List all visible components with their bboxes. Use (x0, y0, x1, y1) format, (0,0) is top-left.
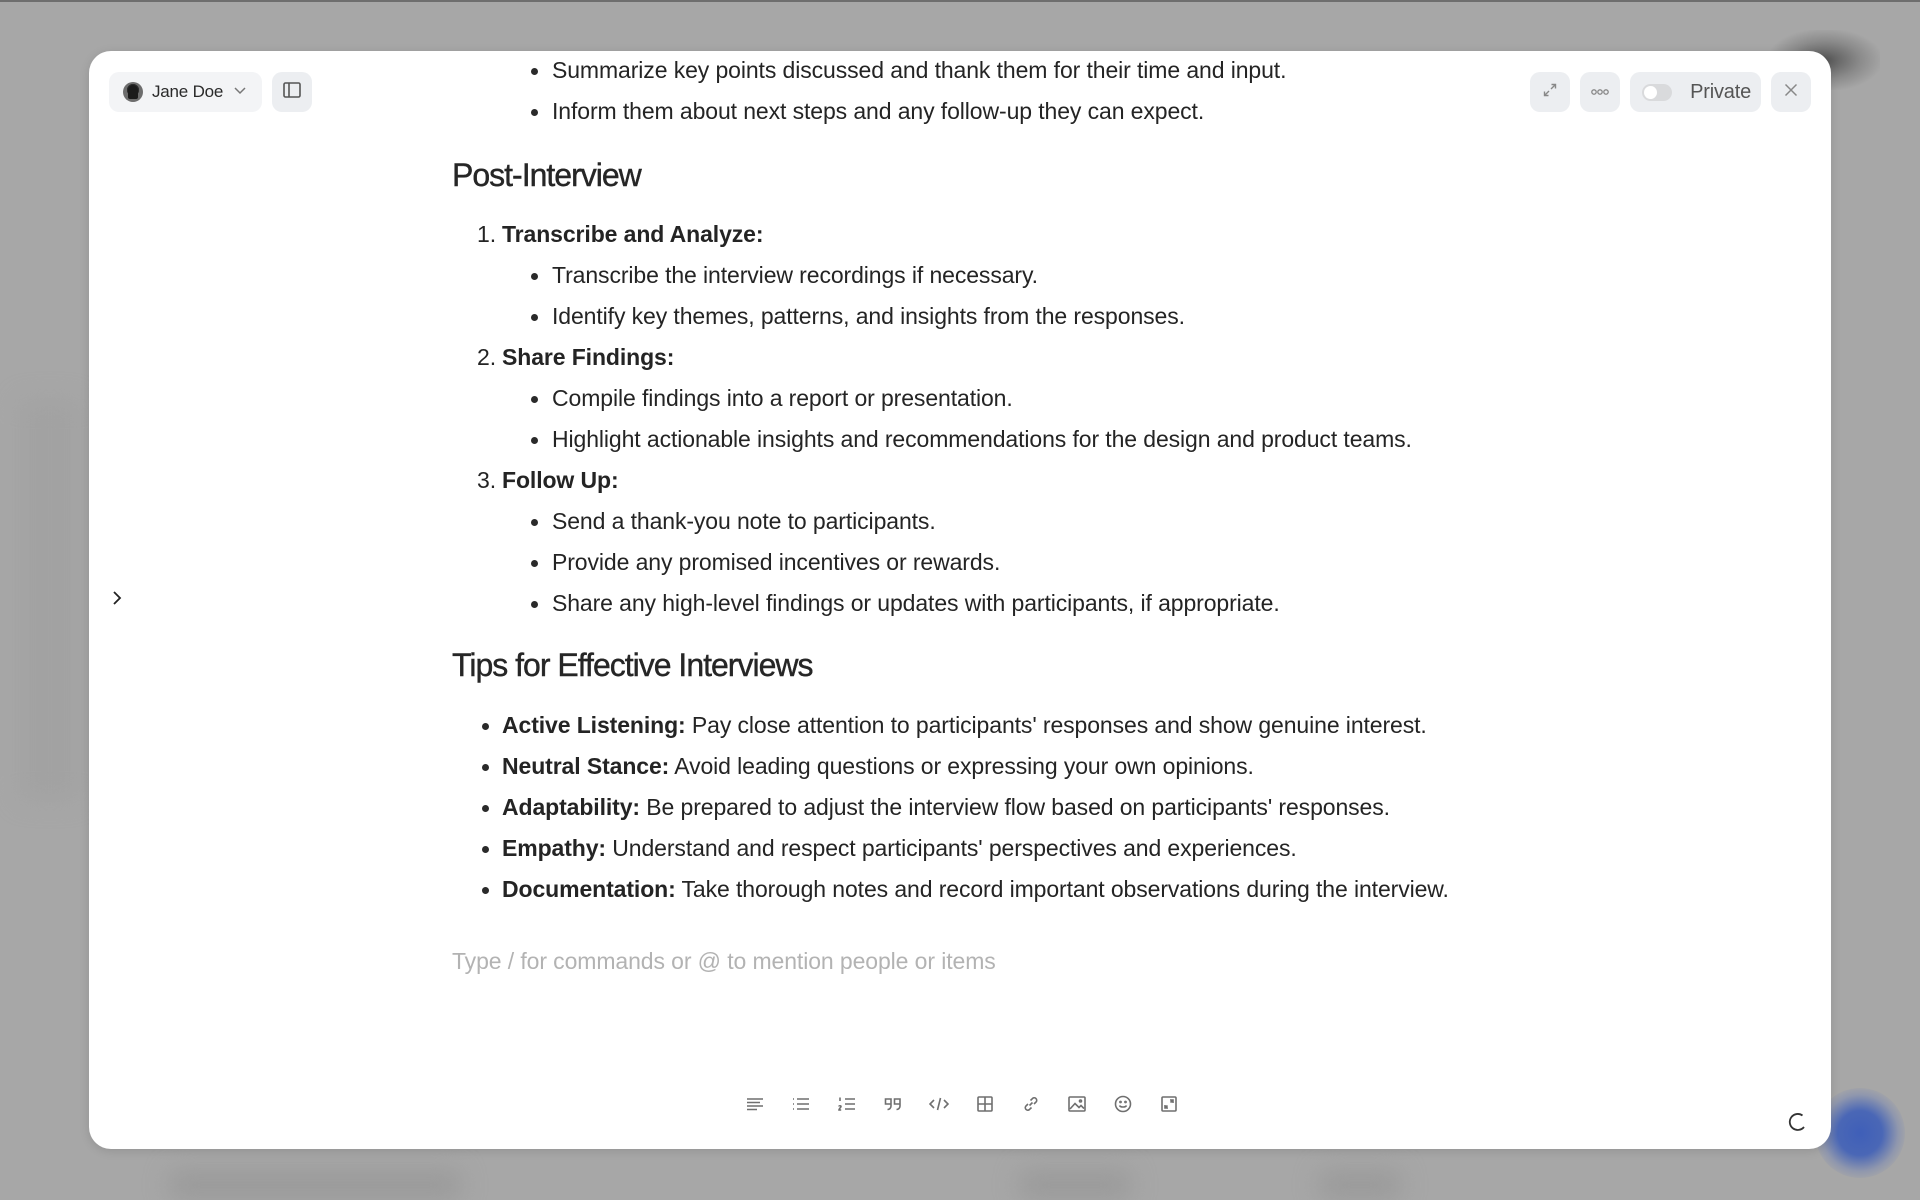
numbered-item (477, 214, 1492, 255)
list-item: Summarize key points discussed and thank them for their time and input. (552, 51, 1492, 91)
tip-text: Pay close attention to participants' responses and show genuine interest. (685, 712, 1427, 738)
numbered-item (477, 460, 1492, 501)
chevron-down-icon (232, 82, 248, 103)
link-button[interactable] (1018, 1094, 1043, 1119)
header-right (1530, 72, 1811, 112)
item-title: Transcribe and Analyze: (502, 221, 764, 247)
user-name: Jane Doe (152, 82, 224, 101)
tip-text: Be prepared to adjust the interview flow based on participants' responses. (639, 794, 1390, 820)
header-left (109, 72, 312, 112)
list-item: Send a thank-you note to participants. (552, 501, 1492, 542)
blurred-item (1320, 1170, 1400, 1200)
list-item (502, 828, 1492, 869)
close-button[interactable] (1771, 72, 1811, 112)
tip-label: Active Listening: (502, 712, 686, 738)
emoji-icon (1114, 1095, 1132, 1118)
tip-text: Avoid leading questions or expressing your own opinions. (669, 753, 1254, 779)
list-item: Provide any promised incentives or rewards. (552, 542, 1492, 583)
list-item (502, 705, 1492, 746)
expand-side-panel-button[interactable] (105, 588, 129, 612)
item-number: 1. (477, 221, 496, 247)
avatar (123, 82, 143, 102)
window-top-edge (0, 0, 1920, 2)
loading-spinner-icon (1787, 1111, 1809, 1133)
quote-icon (884, 1097, 902, 1116)
text-align-left-icon (746, 1097, 764, 1116)
private-toggle-button[interactable] (1630, 72, 1761, 112)
bullet-list-icon (792, 1097, 810, 1116)
table-button[interactable] (972, 1094, 997, 1119)
sidebar-panel-icon (283, 82, 301, 103)
tips-list (452, 705, 1492, 910)
blurred-item (1020, 1170, 1130, 1200)
list-item (502, 746, 1492, 787)
embed-icon (1161, 1096, 1177, 1117)
list-item: Share any high-level findings or updates with participants, if appropriate. (552, 583, 1492, 624)
private-label: Private (1690, 80, 1751, 103)
item-title: Share Findings: (502, 344, 675, 370)
heading-tips: Tips for Effective Interviews (452, 647, 813, 683)
code-icon (929, 1097, 949, 1116)
chevron-right-icon (111, 590, 123, 611)
document-modal (89, 51, 1831, 1149)
close-icon (1783, 82, 1799, 103)
list-item: Transcribe the interview recordings if necessary. (552, 255, 1492, 296)
expand-arrows-icon (1542, 82, 1558, 103)
list-item: Compile findings into a report or presentation. (552, 378, 1492, 419)
table-icon (977, 1096, 993, 1117)
list-item: Highlight actionable insights and recommendations for the design and product teams. (552, 419, 1492, 460)
item-number: 3. (477, 467, 496, 493)
item-title: Follow Up: (502, 467, 619, 493)
bulleted-list-button[interactable] (788, 1094, 813, 1119)
blurred-sidebar (20, 400, 80, 800)
quote-button[interactable] (880, 1094, 905, 1119)
expand-button[interactable] (1530, 72, 1570, 112)
more-horizontal-icon (1590, 83, 1610, 101)
list-item: Inform them about next steps and any follow-up they can expect. (552, 91, 1492, 132)
user-switcher-button[interactable] (109, 72, 262, 112)
tip-label: Adaptability: (502, 794, 640, 820)
editor-input-placeholder[interactable]: Type / for commands or @ to mention people or items (452, 948, 996, 974)
list-item (502, 869, 1492, 910)
top-bullet-list (452, 51, 1492, 132)
more-options-button[interactable] (1580, 72, 1620, 112)
image-button[interactable] (1064, 1094, 1089, 1119)
post-interview-list (452, 214, 1492, 624)
numbered-list-button[interactable] (834, 1094, 859, 1119)
tip-label: Empathy: (502, 835, 606, 861)
numbered-list-icon (838, 1096, 856, 1117)
embed-button[interactable] (1156, 1094, 1181, 1119)
tip-text: Take thorough notes and record important observations during the interview. (675, 876, 1449, 902)
emoji-button[interactable] (1110, 1094, 1135, 1119)
numbered-item (477, 337, 1492, 378)
formatting-toolbar (742, 1094, 1181, 1119)
paragraph-button[interactable] (742, 1094, 767, 1119)
toggle-sidebar-button[interactable] (272, 72, 312, 112)
tip-label: Documentation: (502, 876, 676, 902)
private-toggle-switch[interactable] (1642, 84, 1672, 101)
tip-label: Neutral Stance: (502, 753, 670, 779)
list-item (502, 787, 1492, 828)
link-icon (1022, 1095, 1040, 1118)
list-item: Identify key themes, patterns, and insights from the responses. (552, 296, 1492, 337)
code-button[interactable] (926, 1094, 951, 1119)
blurred-item (170, 1170, 460, 1200)
heading-post-interview: Post-Interview (452, 157, 641, 193)
tip-text: Understand and respect participants' perspectives and experiences. (606, 835, 1297, 861)
item-number: 2. (477, 344, 496, 370)
image-icon (1068, 1096, 1086, 1117)
